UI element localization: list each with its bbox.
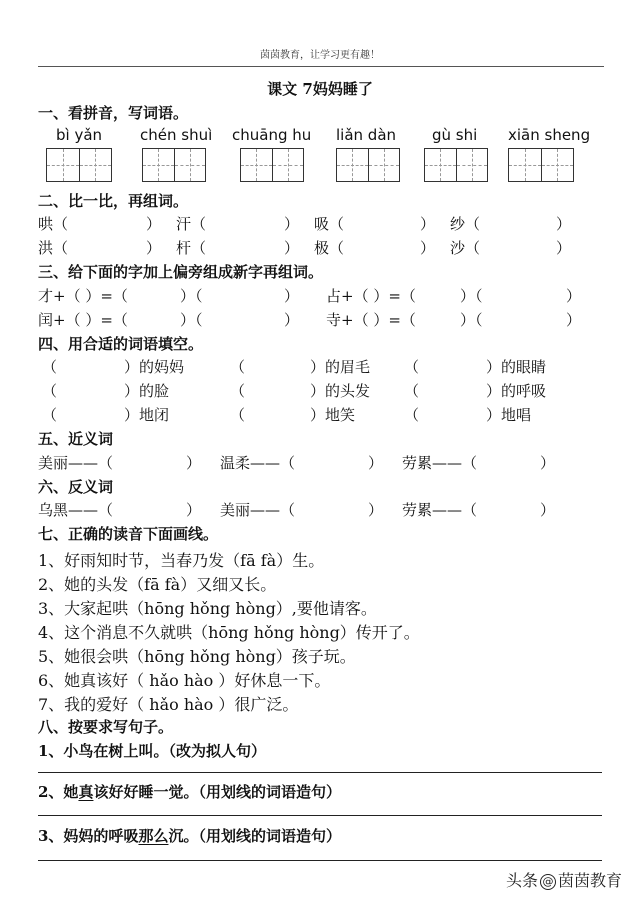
radical-end: ） — [566, 311, 582, 329]
radical-eq: 占+（ ）=（ — [326, 287, 416, 305]
watermark: 头条 @ 茵茵教育 — [505, 871, 622, 890]
pronunciation-item-4: 4、这个消息不久就哄（hōng hǒng hòng）传开了。 — [38, 623, 420, 642]
compare-word: 哄（ — [38, 215, 69, 233]
fill-open: （ — [230, 406, 246, 424]
fill-open: （ — [404, 358, 420, 376]
fill-open: （ — [42, 382, 58, 400]
compare-word: 汗（ — [176, 215, 207, 233]
header-slogan: 茵茵教育，让学习更有趣！ — [260, 50, 380, 61]
section-3-heading: 三、给下面的字加上偏旁组成新字再组词。 — [38, 263, 324, 281]
section-5-heading: 五、近义词 — [38, 430, 114, 448]
radical-eq: 寺+（ ）=（ — [326, 311, 416, 329]
radical-mid: ）（ — [180, 287, 203, 305]
pronunciation-item-7: 7、我的爱好（ hǎo hào ）很广泛。 — [38, 695, 299, 714]
fill-open: （ — [42, 358, 58, 376]
pinyin-3: chuāng hu — [232, 126, 312, 144]
fill-open: （ — [230, 382, 246, 400]
sentence-task-3: 3、妈妈的呼吸那么沉。（用划线的词语造句） — [38, 827, 341, 845]
writing-grid-1[interactable] — [46, 148, 112, 182]
synonym-close: ） — [540, 454, 556, 472]
compare-close: ） — [284, 239, 300, 257]
section-7-heading: 七、正确的读音下面画线。 — [38, 525, 219, 543]
at-icon: @ — [540, 874, 556, 890]
antonym-close: ） — [368, 501, 384, 519]
compare-word: 纱（ — [450, 215, 481, 233]
radical-end: ） — [284, 311, 300, 329]
pronunciation-item-2: 2、她的头发（fā fà）又细又长。 — [38, 575, 277, 594]
compare-word: 洪（ — [38, 239, 69, 257]
compare-word: 吸（ — [314, 215, 345, 233]
pinyin-6: xiān sheng — [508, 126, 591, 144]
answer-line-3[interactable] — [38, 860, 602, 861]
compare-word: 极（ — [314, 239, 345, 257]
fill-phrase: ）的脸 — [124, 382, 170, 400]
section-1-heading: 一、看拼音，写词语。 — [38, 104, 189, 122]
fill-phrase: ）地笑 — [310, 406, 356, 424]
fill-phrase: ）的呼吸 — [486, 382, 547, 400]
writing-grid-5[interactable] — [424, 148, 488, 182]
fill-open: （ — [404, 406, 420, 424]
radical-mid: ）（ — [180, 311, 203, 329]
pronunciation-item-5: 5、她很会哄（hōng hǒng hòng）孩子玩。 — [38, 647, 356, 666]
radical-end: ） — [284, 287, 300, 305]
compare-close: ） — [556, 239, 572, 257]
sentence-task-1: 1、小鸟在树上叫。（改为拟人句） — [38, 742, 266, 760]
section-8-heading: 八、按要求写句子。 — [38, 718, 174, 736]
section-4-heading: 四、用合适的词语填空。 — [38, 335, 204, 353]
antonym-word: 美丽——（ — [220, 501, 296, 519]
radical-eq: 闰+（ ）=（ — [38, 311, 128, 329]
pinyin-2: chén shuì — [140, 126, 213, 144]
radical-mid: ）（ — [460, 287, 483, 305]
fill-phrase: ）地闭 — [124, 406, 170, 424]
writing-grid-4[interactable] — [336, 148, 400, 182]
fill-phrase: ）的妈妈 — [124, 358, 185, 376]
compare-close: ） — [420, 215, 436, 233]
radical-eq: 才+（ ）=（ — [38, 287, 128, 305]
radical-end: ） — [566, 287, 582, 305]
header-divider — [38, 66, 604, 67]
synonym-close: ） — [368, 454, 384, 472]
synonym-word: 劳累——（ — [402, 454, 478, 472]
fill-open: （ — [42, 406, 58, 424]
fill-open: （ — [404, 382, 420, 400]
antonym-close: ） — [540, 501, 556, 519]
fill-open: （ — [230, 358, 246, 376]
answer-line-2[interactable] — [38, 815, 602, 816]
underlined-word: 真 — [78, 783, 94, 801]
pinyin-5: gù shi — [432, 126, 478, 144]
compare-close: ） — [420, 239, 436, 257]
pronunciation-item-1: 1、好雨知时节，当春乃发（fā fà）生。 — [38, 551, 325, 570]
writing-grid-2[interactable] — [142, 148, 206, 182]
compare-close: ） — [556, 215, 572, 233]
writing-grid-6[interactable] — [508, 148, 574, 182]
synonym-word: 美丽——（ — [38, 454, 114, 472]
synonym-word: 温柔——（ — [220, 454, 296, 472]
fill-phrase: ）的头发 — [310, 382, 371, 400]
pronunciation-item-3: 3、大家起哄（hōng hǒng hòng）,要他请客。 — [38, 599, 377, 618]
radical-mid: ）（ — [460, 311, 483, 329]
fill-phrase: ）地唱 — [486, 406, 532, 424]
fill-phrase: ）的眉毛 — [310, 358, 371, 376]
compare-close: ） — [146, 215, 162, 233]
sentence-task-2: 2、她真该好好睡一觉。（用划线的词语造句） — [38, 783, 341, 801]
antonym-close: ） — [186, 501, 202, 519]
compare-word: 沙（ — [450, 239, 481, 257]
fill-phrase: ）的眼睛 — [486, 358, 547, 376]
compare-close: ） — [284, 215, 300, 233]
answer-line-1[interactable] — [38, 772, 602, 773]
compare-close: ） — [146, 239, 162, 257]
page-title: 课文 7妈妈睡了 — [267, 80, 373, 98]
pronunciation-item-6: 6、她真该好（ hǎo hào ）好休息一下。 — [38, 671, 331, 690]
section-6-heading: 六、反义词 — [38, 478, 114, 496]
section-2-heading: 二、比一比，再组词。 — [38, 192, 189, 210]
antonym-word: 乌黑——（ — [38, 501, 114, 519]
writing-grid-3[interactable] — [240, 148, 304, 182]
pinyin-1: bì yǎn — [56, 126, 103, 144]
pinyin-4: liǎn dàn — [336, 126, 397, 144]
underlined-word: 那么 — [138, 827, 169, 845]
antonym-word: 劳累——（ — [402, 501, 478, 519]
compare-word: 杆（ — [176, 239, 207, 257]
synonym-close: ） — [186, 454, 202, 472]
